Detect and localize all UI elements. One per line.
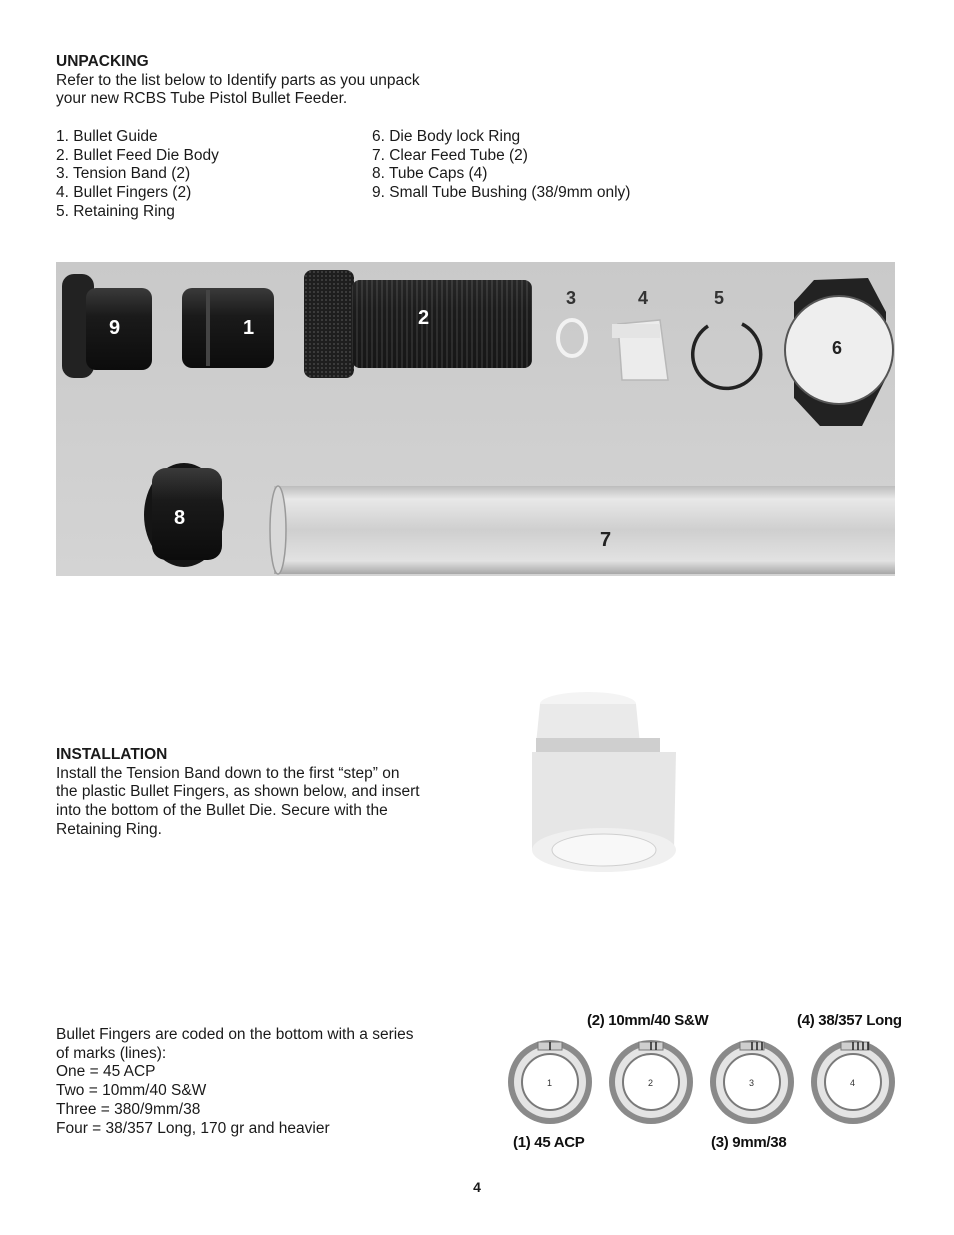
parts-list-left [56, 128, 356, 222]
part-9-bushing [62, 274, 152, 378]
coding-body-line: One = 45 ACP [56, 1063, 156, 1081]
part-item: 1. Bullet Guide [56, 128, 158, 145]
ring-number-3: 3 [749, 1078, 755, 1088]
photo-label-2: 2 [418, 307, 430, 329]
unpacking-intro-line-2: your new RCBS Tube Pistol Bullet Feeder. [56, 90, 348, 108]
photo-label-6: 6 [832, 338, 843, 358]
parts-list-right [372, 128, 692, 203]
unpacking-intro-line-1: Refer to the list below to Identify parts as you unpack [56, 71, 420, 89]
part-item: 2. Bullet Feed Die Body [56, 146, 219, 164]
coding-section [56, 1026, 476, 1138]
photo-label-1: 1 [243, 317, 255, 339]
coding-body-line: Two = 10mm/40 S&W [56, 1082, 207, 1100]
ring-number-4: 4 [850, 1078, 856, 1088]
part-1-guide [182, 288, 274, 368]
ring-number-2: 2 [648, 1078, 654, 1088]
part-7-feed-tube [270, 486, 895, 574]
coding-body-line: Three = 380/9mm/38 [56, 1100, 201, 1118]
installation-body-line: Retaining Ring. [56, 820, 162, 838]
coding-body-line: of marks (lines): [56, 1044, 167, 1062]
photo-label-4: 4 [638, 288, 649, 308]
unpacking-section [56, 53, 656, 109]
page-number: 4 [473, 1179, 481, 1195]
part-item: 5. Retaining Ring [56, 202, 175, 220]
part-item: 9. Small Tube Bushing (38/9mm only) [372, 184, 631, 202]
part-item: 7. Clear Feed Tube (2) [372, 146, 528, 164]
part-item: 3. Tension Band (2) [56, 165, 191, 183]
parts-photo [56, 262, 895, 576]
photo-label-5: 5 [714, 288, 725, 308]
installation-heading: INSTALLATION [56, 746, 168, 763]
bullet-fingers-codes-figure [500, 1006, 904, 1156]
installation-body-line: Install the Tension Band down to the first “step” on [56, 764, 400, 782]
part-item: 4. Bullet Fingers (2) [56, 184, 192, 202]
photo-label-9: 9 [109, 317, 121, 339]
unpacking-heading: UNPACKING [56, 53, 149, 70]
photo-label-3: 3 [566, 288, 577, 308]
photo-label-7: 7 [600, 529, 612, 551]
caption-1: (1) 45 ACP [513, 1134, 585, 1151]
part-item: 8. Tube Caps (4) [372, 165, 488, 183]
coding-body-line: Four = 38/357 Long, 170 gr and heavier [56, 1119, 330, 1137]
part-item: 6. Die Body lock Ring [372, 128, 521, 145]
coding-body-line: Bullet Fingers are coded on the bottom with a series [56, 1026, 414, 1043]
caption-4: (4) 38/357 Long [797, 1012, 902, 1029]
caption-2: (2) 10mm/40 S&W [587, 1012, 709, 1029]
installation-body-line: into the bottom of the Bullet Die. Secure with the [56, 802, 388, 820]
installation-section [56, 746, 476, 840]
ring-number-1: 1 [547, 1078, 553, 1088]
caption-3: (3) 9mm/38 [711, 1134, 787, 1151]
installation-body-line: the plastic Bullet Fingers, as shown below, and insert [56, 783, 420, 801]
fingers-photo [520, 690, 690, 880]
photo-label-8: 8 [174, 507, 186, 529]
